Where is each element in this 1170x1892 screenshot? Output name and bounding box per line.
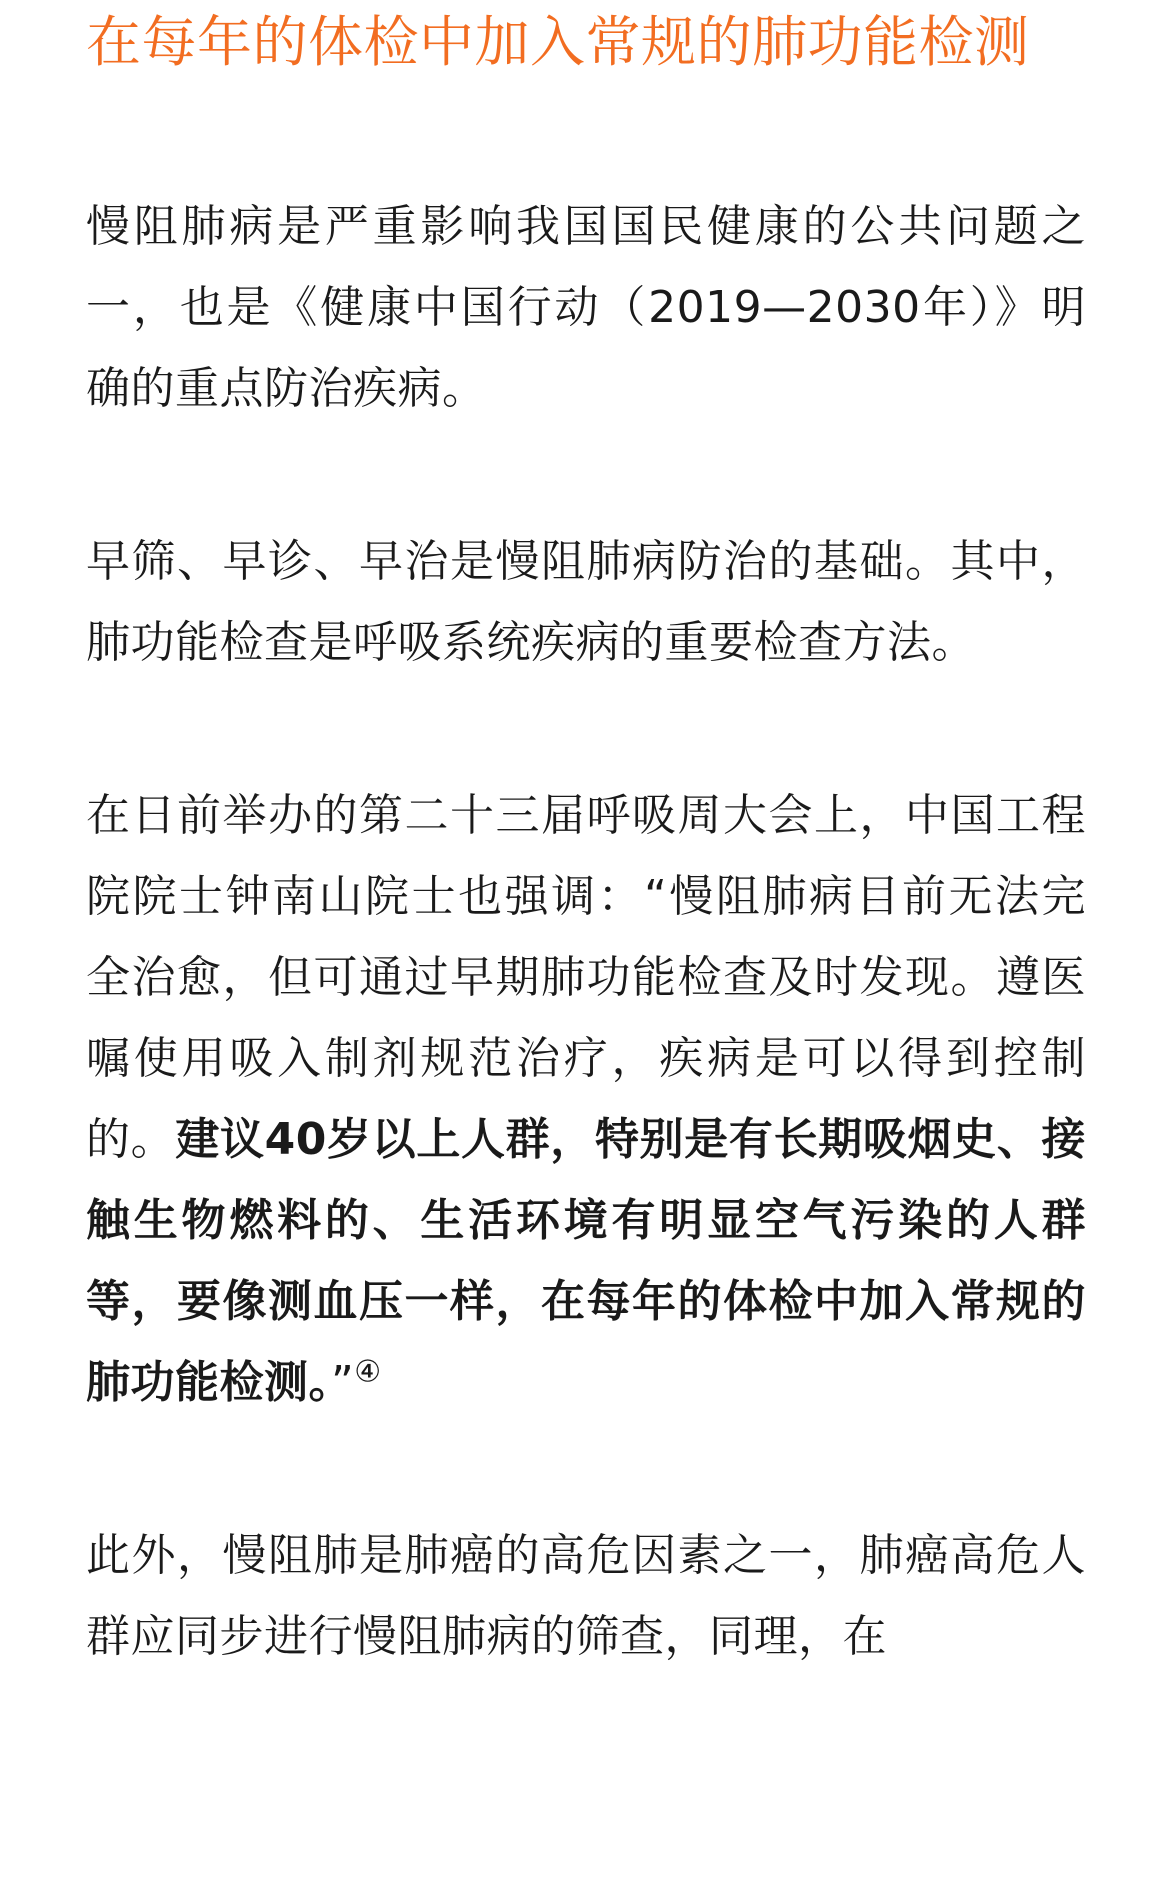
close-quote-mark: ” xyxy=(331,1357,355,1408)
reference-note-4: ④ xyxy=(354,1354,382,1390)
paragraph-lung-cancer-risk: 此外，慢阻肺是肺癌的高危因素之一，肺癌高危人群应同步进行慢阻肺病的筛查，同理，在 xyxy=(86,1530,1086,1662)
section-heading: 在每年的体检中加入常规的肺功能检测 xyxy=(86,10,1030,74)
quote-normal-text: 在日前举办的第二十三届呼吸周大会上，中国工程院院士钟南山院士也强调：“慢阻肺病目前无法完全治愈，但可通过早期肺功能检查及时发现。遵医嘱使用吸入制剂规范治疗，疾病是可以得到控制的。 xyxy=(86,790,1086,1165)
paragraph-copd-public-health: 慢阻肺病是严重影响我国国民健康的公共问题之一，也是《健康中国行动（2019—2030年）》明确的重点防治疾病。 xyxy=(86,201,1086,414)
paragraph-zhong-nanshan-quote xyxy=(86,775,1086,1423)
quote-bold-recommendation: 建议40岁以上人群，特别是有长期吸烟史、接触生物燃料的、生活环境有明显空气污染的人群等，要像测血压一样，在每年的体检中加入常规的肺功能检测。 xyxy=(86,1114,1086,1408)
paragraph-early-screening: 早筛、早诊、早治是慢阻肺病防治的基础。其中，肺功能检查是呼吸系统疾病的重要检查方法。 xyxy=(86,536,1086,668)
